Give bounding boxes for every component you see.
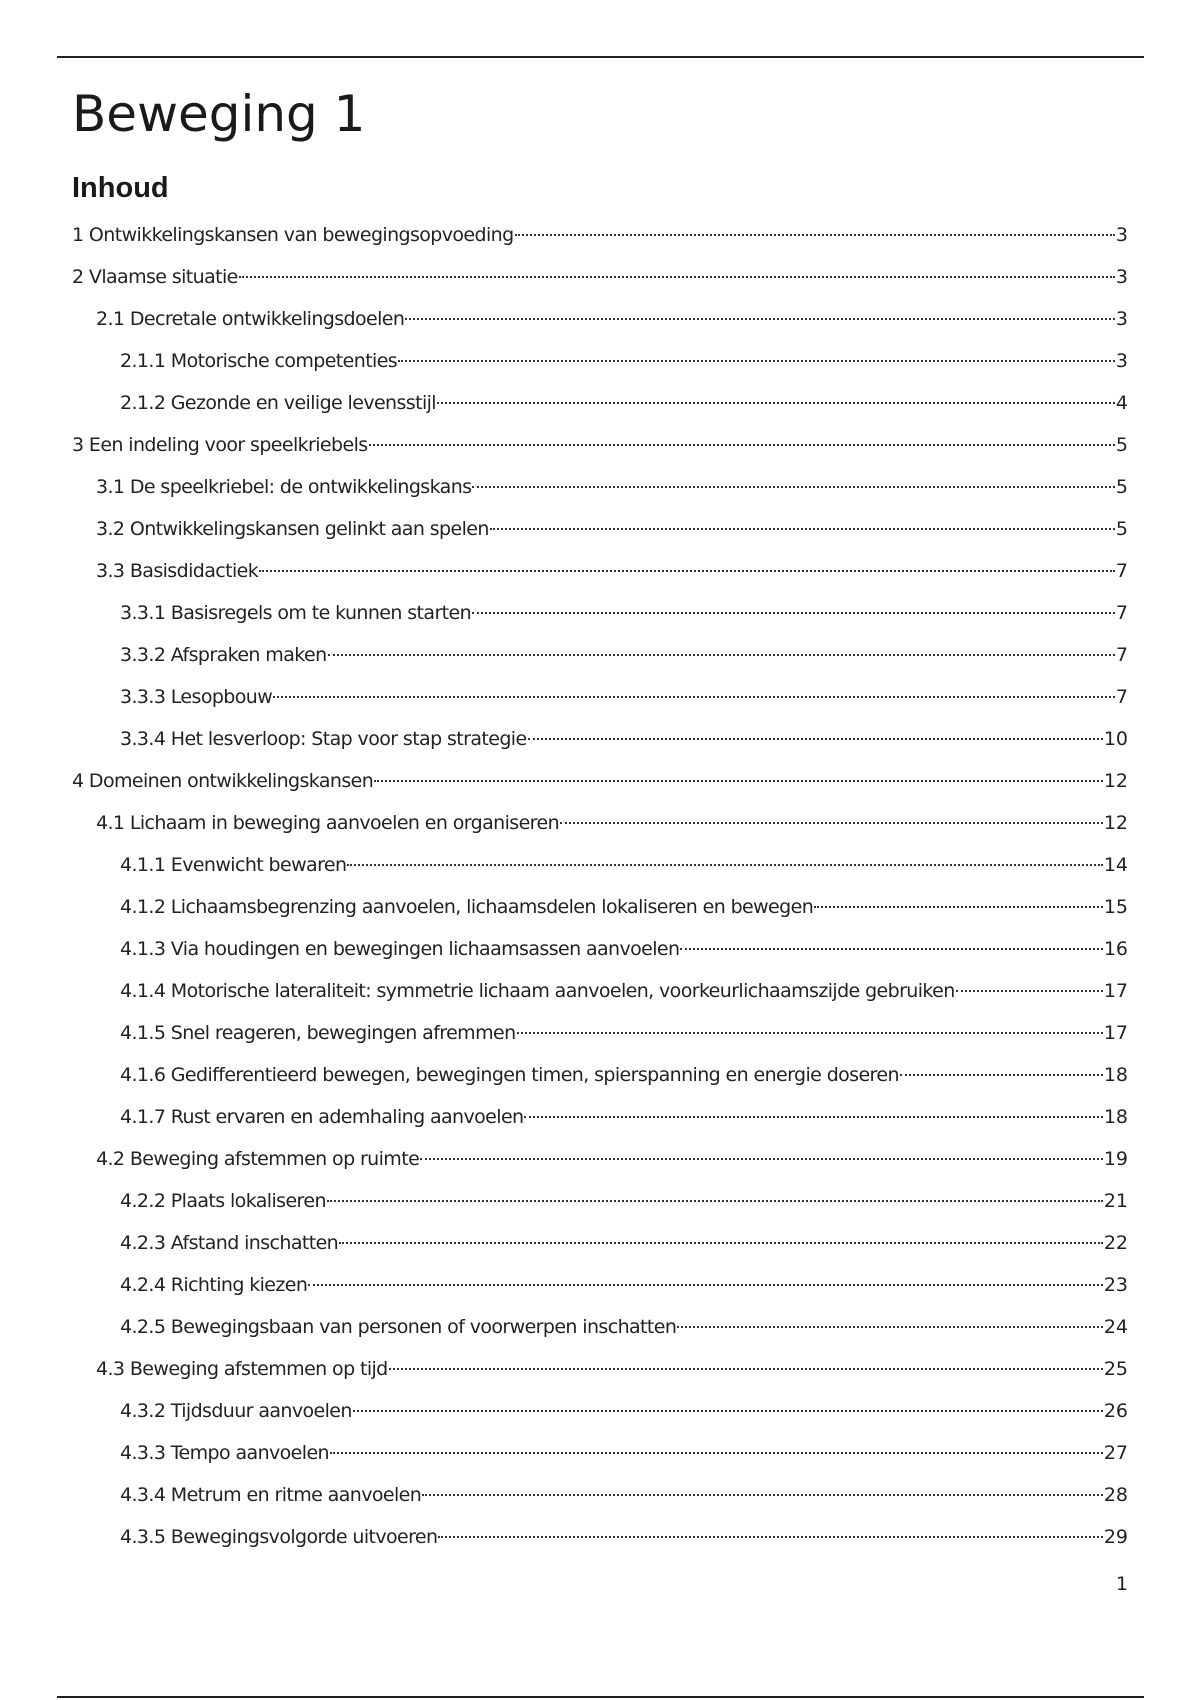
toc-entry-title: 4.2.4 Richting kiezen (120, 1274, 308, 1296)
toc-entry-title: 4.2 Beweging afstemmen op ruimte (96, 1148, 420, 1170)
toc-entry[interactable] (72, 724, 1128, 766)
toc-entry-page-number: 16 (1103, 938, 1128, 960)
toc-entry[interactable] (72, 514, 1128, 556)
toc-entry[interactable] (72, 1396, 1128, 1438)
toc-dot-leader (420, 1158, 1103, 1160)
toc-entry-page-number: 5 (1115, 476, 1128, 498)
top-rule (57, 56, 1144, 58)
toc-entry-title: 4 Domeinen ontwikkelingskansen (72, 770, 374, 792)
toc-entry-title: 4.1.2 Lichaamsbegrenzing aanvoelen, lichaamsdelen lokaliseren en bewegen (120, 896, 814, 918)
toc-dot-leader (389, 1368, 1103, 1370)
toc-entry[interactable] (72, 1312, 1128, 1354)
toc-entry-title: 4.3 Beweging afstemmen op tijd (96, 1358, 388, 1380)
toc-entry-title: 3.3.1 Basisregels om te kunnen starten (120, 602, 472, 624)
toc-entry-page-number: 15 (1103, 896, 1128, 918)
document-title: Beweging 1 (72, 85, 366, 143)
toc-entry-title: 3.3.3 Lesopbouw (120, 686, 273, 708)
toc-entry[interactable] (72, 850, 1128, 892)
toc-entry[interactable] (72, 472, 1128, 514)
toc-entry[interactable] (72, 346, 1128, 388)
toc-entry-title: 4.3.4 Metrum en ritme aanvoelen (120, 1484, 422, 1506)
toc-dot-leader (472, 486, 1114, 488)
toc-entry-page-number: 5 (1115, 434, 1128, 456)
toc-entry[interactable] (72, 388, 1128, 430)
toc-entry[interactable] (72, 556, 1128, 598)
toc-dot-leader (273, 696, 1115, 698)
toc-entry-title: 1 Ontwikkelingskansen van bewegingsopvoeding (72, 224, 514, 246)
toc-entry-page-number: 26 (1103, 1400, 1128, 1422)
toc-entry-title: 4.1.3 Via houdingen en bewegingen lichaamsassen aanvoelen (120, 938, 680, 960)
toc-entry[interactable] (72, 1270, 1128, 1312)
toc-dot-leader (398, 360, 1115, 362)
toc-entry[interactable] (72, 976, 1128, 1018)
toc-dot-leader (517, 1032, 1103, 1034)
toc-entry[interactable] (72, 262, 1128, 304)
toc-entry-title: 3.3.2 Afspraken maken (120, 644, 327, 666)
toc-entry[interactable] (72, 430, 1128, 472)
toc-entry-page-number: 23 (1103, 1274, 1128, 1296)
toc-dot-leader (405, 318, 1115, 320)
toc-entry-title: 4.1.1 Evenwicht bewaren (120, 854, 347, 876)
toc-entry-title: 4.1.6 Gedifferentieerd bewegen, bewegingen timen, spierspanning en energie doseren (120, 1064, 899, 1086)
toc-entry[interactable] (72, 934, 1128, 976)
toc-entry[interactable] (72, 1102, 1128, 1144)
toc-dot-leader (528, 738, 1103, 740)
toc-entry-title: 4.3.3 Tempo aanvoelen (120, 1442, 329, 1464)
toc-entry-title: 2.1.1 Motorische competenties (120, 350, 398, 372)
toc-dot-leader (900, 1074, 1103, 1076)
toc-entry[interactable] (72, 1354, 1128, 1396)
toc-entry-page-number: 17 (1103, 1022, 1128, 1044)
toc-dot-leader (814, 906, 1103, 908)
toc-entry[interactable] (72, 808, 1128, 850)
toc-entry-page-number: 7 (1115, 686, 1128, 708)
toc-entry-title: 4.1.4 Motorische lateraliteit: symmetrie lichaam aanvoelen, voorkeurlichaamszijde gebruiken (120, 980, 955, 1002)
toc-entry-title: 4.1.5 Snel reageren, bewegingen afremmen (120, 1022, 516, 1044)
toc-dot-leader (524, 1116, 1102, 1118)
toc-entry-page-number: 12 (1103, 812, 1128, 834)
toc-dot-leader (560, 822, 1103, 824)
toc-entry-title: 3.2 Ontwikkelingskansen gelinkt aan spelen (96, 518, 489, 540)
toc-entry-title: 4.1 Lichaam in beweging aanvoelen en organiseren (96, 812, 560, 834)
bottom-rule (57, 1696, 1144, 1698)
toc-dot-leader (490, 528, 1115, 530)
toc-entry-page-number: 19 (1103, 1148, 1128, 1170)
toc-entry[interactable] (72, 892, 1128, 934)
toc-dot-leader (239, 276, 1115, 278)
toc-dot-leader (308, 1284, 1103, 1286)
toc-dot-leader (339, 1242, 1103, 1244)
toc-entry-title: 2 Vlaamse situatie (72, 266, 238, 288)
toc-entry-page-number: 3 (1115, 266, 1128, 288)
toc-entry[interactable] (72, 1018, 1128, 1060)
toc-entry-title: 4.1.7 Rust ervaren en ademhaling aanvoelen (120, 1106, 524, 1128)
toc-entry-page-number: 7 (1115, 560, 1128, 582)
toc-entry-page-number: 4 (1115, 392, 1128, 414)
toc-dot-leader (353, 1410, 1103, 1412)
toc-dot-leader (677, 1326, 1103, 1328)
toc-entry[interactable] (72, 220, 1128, 262)
toc-entry-page-number: 3 (1115, 308, 1128, 330)
toc-dot-leader (422, 1494, 1103, 1496)
toc-dot-leader (259, 570, 1115, 572)
toc-entry-page-number: 10 (1103, 728, 1128, 750)
toc-entry-page-number: 25 (1103, 1358, 1128, 1380)
toc-dot-leader (956, 990, 1103, 992)
toc-dot-leader (437, 402, 1115, 404)
toc-dot-leader (347, 864, 1102, 866)
toc-entry-title: 3 Een indeling voor speelkriebels (72, 434, 368, 456)
toc-entry[interactable] (72, 1480, 1128, 1522)
toc-entry-page-number: 24 (1103, 1316, 1128, 1338)
toc-entry-title: 3.1 De speelkriebel: de ontwikkelingskans (96, 476, 472, 498)
toc-entry[interactable] (72, 1522, 1128, 1564)
toc-entry-title: 3.3 Basisdidactiek (96, 560, 259, 582)
toc-entry-title: 2.1 Decretale ontwikkelingsdoelen (96, 308, 405, 330)
toc-entry-title: 4.3.2 Tijdsduur aanvoelen (120, 1400, 352, 1422)
toc-entry-title: 4.3.5 Bewegingsvolgorde uitvoeren (120, 1526, 438, 1548)
toc-entry-page-number: 27 (1103, 1442, 1128, 1464)
toc-entry-page-number: 7 (1115, 644, 1128, 666)
toc-entry-page-number: 18 (1103, 1106, 1128, 1128)
toc-entry-page-number: 12 (1103, 770, 1128, 792)
toc-dot-leader (330, 1452, 1103, 1454)
toc-entry-page-number: 7 (1115, 602, 1128, 624)
toc-dot-leader (515, 234, 1115, 236)
toc-entry-page-number: 28 (1103, 1484, 1128, 1506)
toc-dot-leader (374, 780, 1103, 782)
toc-entry-title: 4.2.5 Bewegingsbaan van personen of voorwerpen inschatten (120, 1316, 677, 1338)
toc-dot-leader (328, 654, 1115, 656)
toc-entry[interactable] (72, 1144, 1128, 1186)
toc-entry-title: 4.2.3 Afstand inschatten (120, 1232, 339, 1254)
toc-entry-page-number: 29 (1103, 1526, 1128, 1548)
toc-entry[interactable] (72, 640, 1128, 682)
toc-entry-title: 2.1.2 Gezonde en veilige levensstijl (120, 392, 436, 414)
toc-entry[interactable] (72, 1060, 1128, 1102)
toc-entry[interactable] (72, 598, 1128, 640)
toc-entry-page-number: 3 (1115, 350, 1128, 372)
toc-entry-page-number: 14 (1103, 854, 1128, 876)
toc-entry[interactable] (72, 766, 1128, 808)
toc-entry-page-number: 17 (1103, 980, 1128, 1002)
toc-entry-page-number: 21 (1103, 1190, 1128, 1212)
toc-entry-page-number: 5 (1115, 518, 1128, 540)
toc-entry[interactable] (72, 1186, 1128, 1228)
toc-entry[interactable] (72, 1438, 1128, 1480)
toc-dot-leader (327, 1200, 1103, 1202)
toc-dot-leader (369, 444, 1115, 446)
toc-entry[interactable] (72, 682, 1128, 724)
toc-dot-leader (472, 612, 1115, 614)
table-of-contents (72, 220, 1128, 1564)
toc-entry-title: 4.2.2 Plaats lokaliseren (120, 1190, 326, 1212)
toc-entry-title: 3.3.4 Het lesverloop: Stap voor stap strategie (120, 728, 527, 750)
toc-entry-page-number: 22 (1103, 1232, 1128, 1254)
toc-entry[interactable] (72, 1228, 1128, 1270)
toc-dot-leader (680, 948, 1102, 950)
toc-entry[interactable] (72, 304, 1128, 346)
page-number: 1 (1115, 1573, 1128, 1595)
toc-entry-page-number: 3 (1115, 224, 1128, 246)
toc-heading: Inhoud (72, 172, 169, 204)
toc-entry-page-number: 18 (1103, 1064, 1128, 1086)
toc-dot-leader (438, 1536, 1102, 1538)
